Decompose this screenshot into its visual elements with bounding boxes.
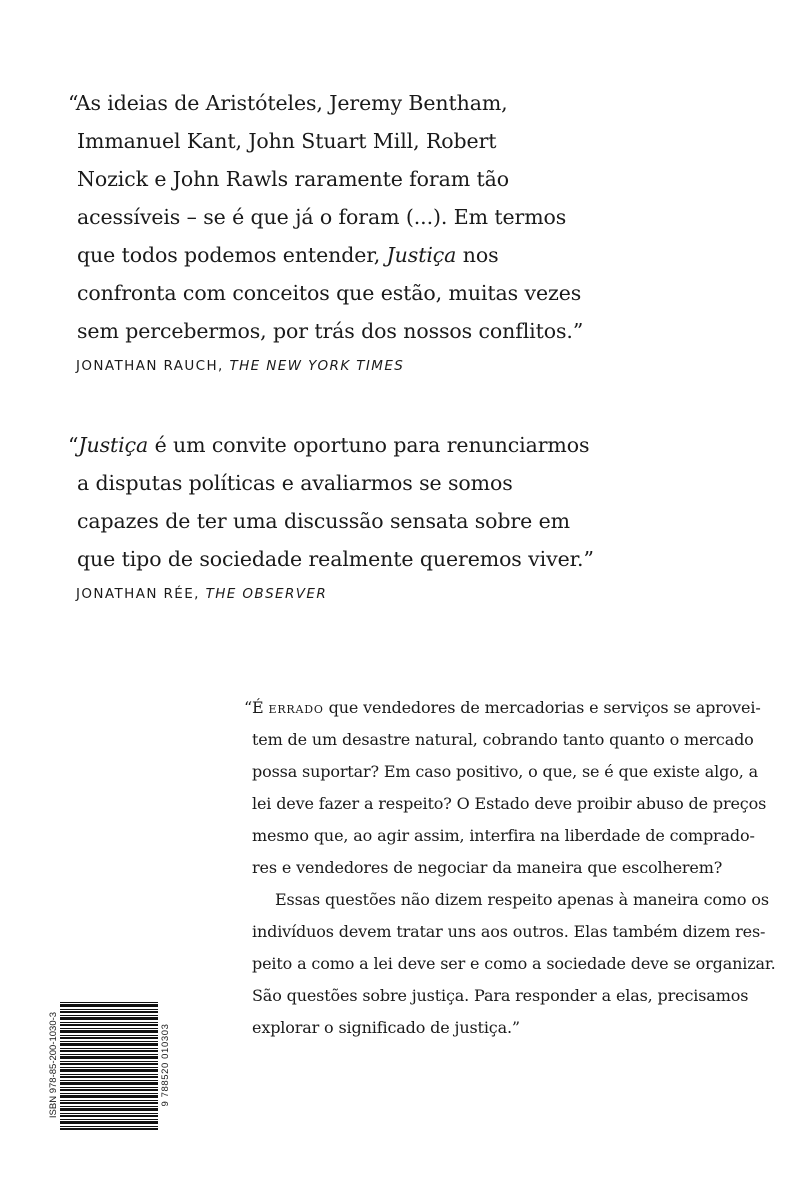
quote-line: que tipo de sociedade realmente queremos viver.” [77, 547, 594, 571]
excerpt-line: lei deve fazer a respeito? O Estado deve proibir abuso de preços [252, 794, 767, 813]
excerpt-line [244, 692, 761, 724]
quote-line [68, 236, 588, 274]
barcode-digits: 9 788520 010303 [160, 1023, 171, 1107]
excerpt-smallcaps: errado [268, 698, 324, 717]
excerpt-line: tem de um desastre natural, cobrando tanto quanto o mercado [252, 730, 754, 749]
quote-line: confronta com conceitos que estão, muitas vezes [77, 281, 582, 305]
excerpt-line: indivíduos devem tratar uns aos outros. Elas também dizem res- [252, 922, 766, 941]
quote-line [68, 426, 588, 464]
quote-block-rauch [68, 84, 588, 374]
attribution-source: THE NEW YORK TIMES [229, 358, 405, 374]
quote-line: Nozick e John Rawls raramente foram tão [77, 167, 509, 191]
excerpt-line: Essas questões não dizem respeito apenas à maneira como os [275, 890, 769, 909]
attribution-source: THE OBSERVER [205, 586, 328, 602]
isbn-barcode [48, 1000, 171, 1130]
quote-open-mark: “ [68, 433, 79, 457]
quote-line: acessíveis – se é que já o foram (...). Em termos [77, 205, 567, 229]
isbn-label: ISBN 978-85-200-1030-3 [48, 1011, 59, 1119]
quote-text: é um convite oportuno para renunciarmos [154, 433, 590, 457]
quote-line: “As ideias de Aristóteles, Jeremy Bentham, [68, 91, 508, 115]
quote-block-ree [68, 426, 594, 602]
excerpt-line: possa suportar? Em caso positivo, o que, se é que existe algo, a [252, 762, 758, 781]
excerpt-open: “É [244, 698, 264, 717]
quote-line: capazes de ter uma discussão sensata sobre em [77, 509, 570, 533]
excerpt-line: res e vendedores de negociar da maneira que escolherem? [252, 858, 723, 877]
quote-line: Immanuel Kant, John Stuart Mill, Robert [77, 129, 497, 153]
quote-attribution [76, 586, 588, 602]
quote-attribution [76, 358, 588, 374]
attribution-name: JONATHAN RAUCH, [76, 358, 224, 374]
attribution-name: JONATHAN RÉE, [76, 586, 200, 602]
barcode-bars [60, 1000, 158, 1130]
excerpt-line: peito a como a lei deve ser e como a sociedade deve se organizar. [252, 954, 776, 973]
quote-text: que todos podemos entender, [77, 243, 381, 267]
quote-text: nos [462, 243, 499, 267]
excerpt-line: mesmo que, ao agir assim, interfira na liberdade de comprado- [252, 826, 755, 845]
quote-line: a disputas políticas e avaliarmos se somos [77, 471, 513, 495]
excerpt-text: que vendedores de mercadorias e serviços se aprovei- [328, 698, 761, 717]
book-title: Justiça [78, 433, 149, 457]
quote-line: sem percebermos, por trás dos nossos conflitos.” [77, 319, 584, 343]
excerpt-line: explorar o significado de justiça.” [252, 1018, 520, 1037]
book-title: Justiça [386, 243, 457, 267]
book-excerpt [244, 692, 776, 1044]
excerpt-line: São questões sobre justiça. Para responder a elas, precisamos [252, 986, 749, 1005]
